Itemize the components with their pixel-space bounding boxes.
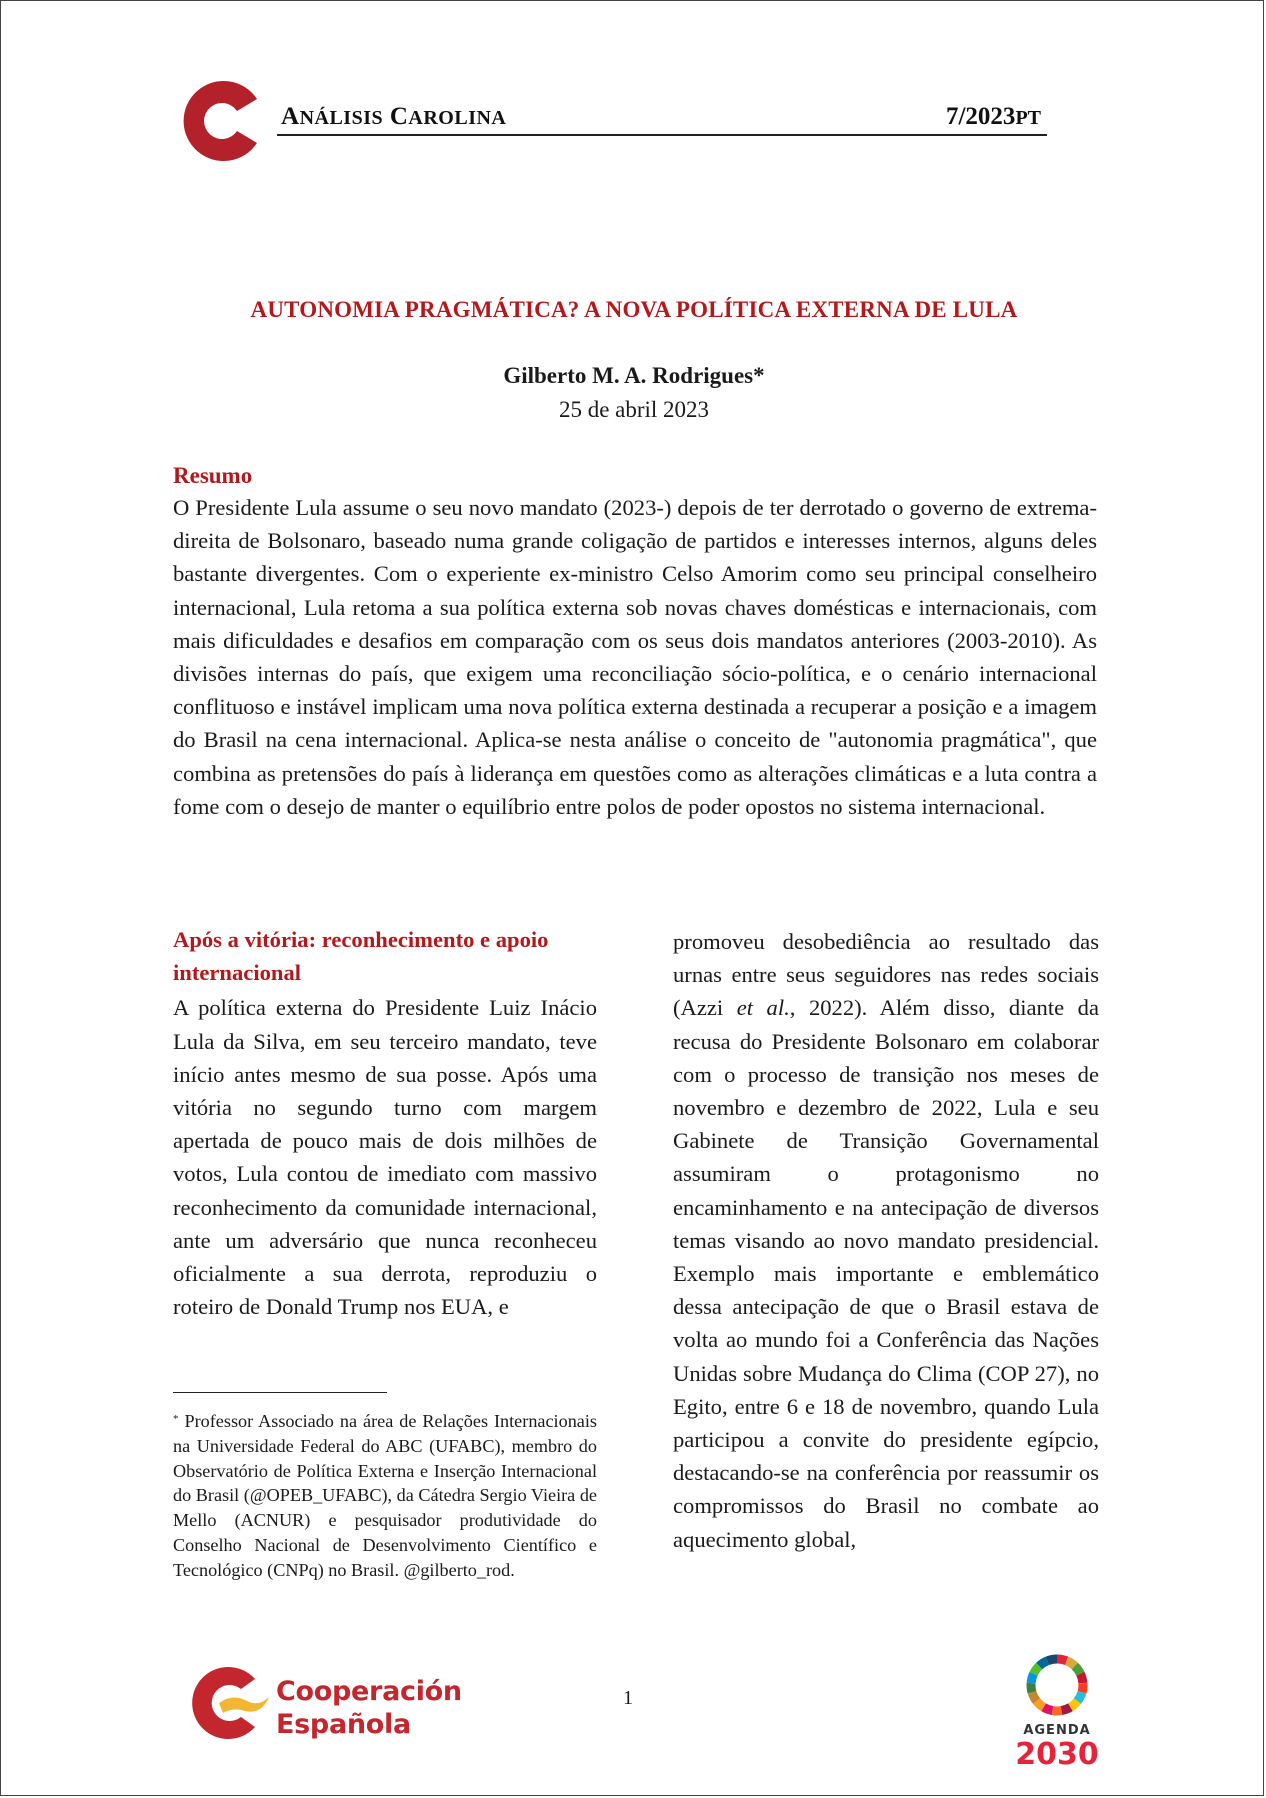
left-column (173, 923, 597, 1323)
abstract-heading: Resumo (173, 463, 253, 488)
publication-date: 25 de abril 2023 (558, 397, 710, 422)
page-number: 1 (623, 1687, 633, 1709)
right-column (673, 925, 1099, 1556)
issue-number: 7/2023PT (945, 103, 1041, 130)
series-name: ANÁLISIS CAROLINA (281, 103, 507, 130)
section-heading: Após a vitória: reconhecimento e apoio internacional (173, 927, 549, 986)
left-column-text: A política externa do Presidente Luiz Inácio Lula da Silva, em seu terceiro mandato, teve início antes mesmo de sua posse. Após uma vitória no segundo turno com margem apertada de pouco mais de dois milhões de votos, Lula contou de imediato com massivo reconhecimento da comunidade internacional, ante um adversário que nunca reconheceu oficialmente a sua derrota, reproduziu o roteiro de Donald Trump nos EUA, e (173, 995, 597, 1320)
footnote: * Professor Associado na área de Relações Internacionais na Universidade Federal do ABC (UFABC), membro do Observatório de Política Externa e Inserção Internacional do Brasil (@OPEB_UFABC), da Cátedra Sergio Vieira de Mello (ACNUR) e pesquisador produtividade do Conselho Nacional de Desenvolvimento Científico e Tecnológico (CNPq) no Brasil. @gilberto_rod. (173, 1411, 597, 1580)
agenda-label: AGENDA (1023, 1723, 1091, 1738)
agenda-year: 2030 (1015, 1737, 1099, 1772)
abstract-text: O Presidente Lula assume o seu novo mandato (2023-) depois de ter derrotado o governo de extrema-direita de Bolsonaro, baseado numa grande coligação de partidos e interesses internos, alguns deles bastante divergentes. Com o experiente ex-ministro Celso Amorim como seu principal conselheiro internacional, Lula retoma a sua política externa sob novas chaves domésticas e internacionais, com mais dificuldades e desafios em comparação com os seus dois mandatos anteriores (2003-2010). As divisões internas do país, que exigem uma reconciliação sócio-política, e o cenário internacional conflituoso e instável implicam uma nova política externa destinada a recuperar a posição e a imagem do Brasil na cena internacional. Aplica-se nesta análise o conceito de "autonomia pragmática", que combina as pretensões do país à liderança em questões como as alterações climáticas e a luta contra a fome com o desejo de manter o equilíbrio entre polos de poder opostos no sistema internacional. (173, 495, 1097, 819)
footnote-rule (173, 1392, 387, 1393)
cooperacion-espanola-logo (181, 1657, 271, 1747)
carolina-logo (171, 69, 271, 169)
cooperacion-espanola-text: Cooperación Española (276, 1676, 462, 1740)
document-title: AUTONOMIA PRAGMÁTICA? A NOVA POLÍTICA EXTERNA DE LULA (250, 297, 1018, 322)
right-column-text: promoveu desobediência ao resultado das urnas entre seus seguidores nas redes sociais (Azzi et al., 2022). Além disso, diante da recusa do Presidente Bolsonaro em colaborar com o processo de transição nos meses de novembro e dezembro de 2022, Lula e seu Gabinete de Transição Governamental assumiram o protagonismo no encaminhamento e na antecipação de diversos temas visando ao novo mandato presidencial. Exemplo mais importante e emblemático dessa antecipação de que o Brasil estava de volta ao mundo foi a Conferência das Nações Unidas sobre Mudança do Clima (COP 27), no Egito, entre 6 e 18 de novembro, quando Lula participou a convite do presidente egípcio, destacando-se na conferência por reassumir os compromissos do Brasil no combate ao aquecimento global, (673, 929, 1099, 1552)
header-rule (277, 134, 1047, 136)
author-name: Gilberto M. A. Rodrigues* (503, 363, 765, 388)
